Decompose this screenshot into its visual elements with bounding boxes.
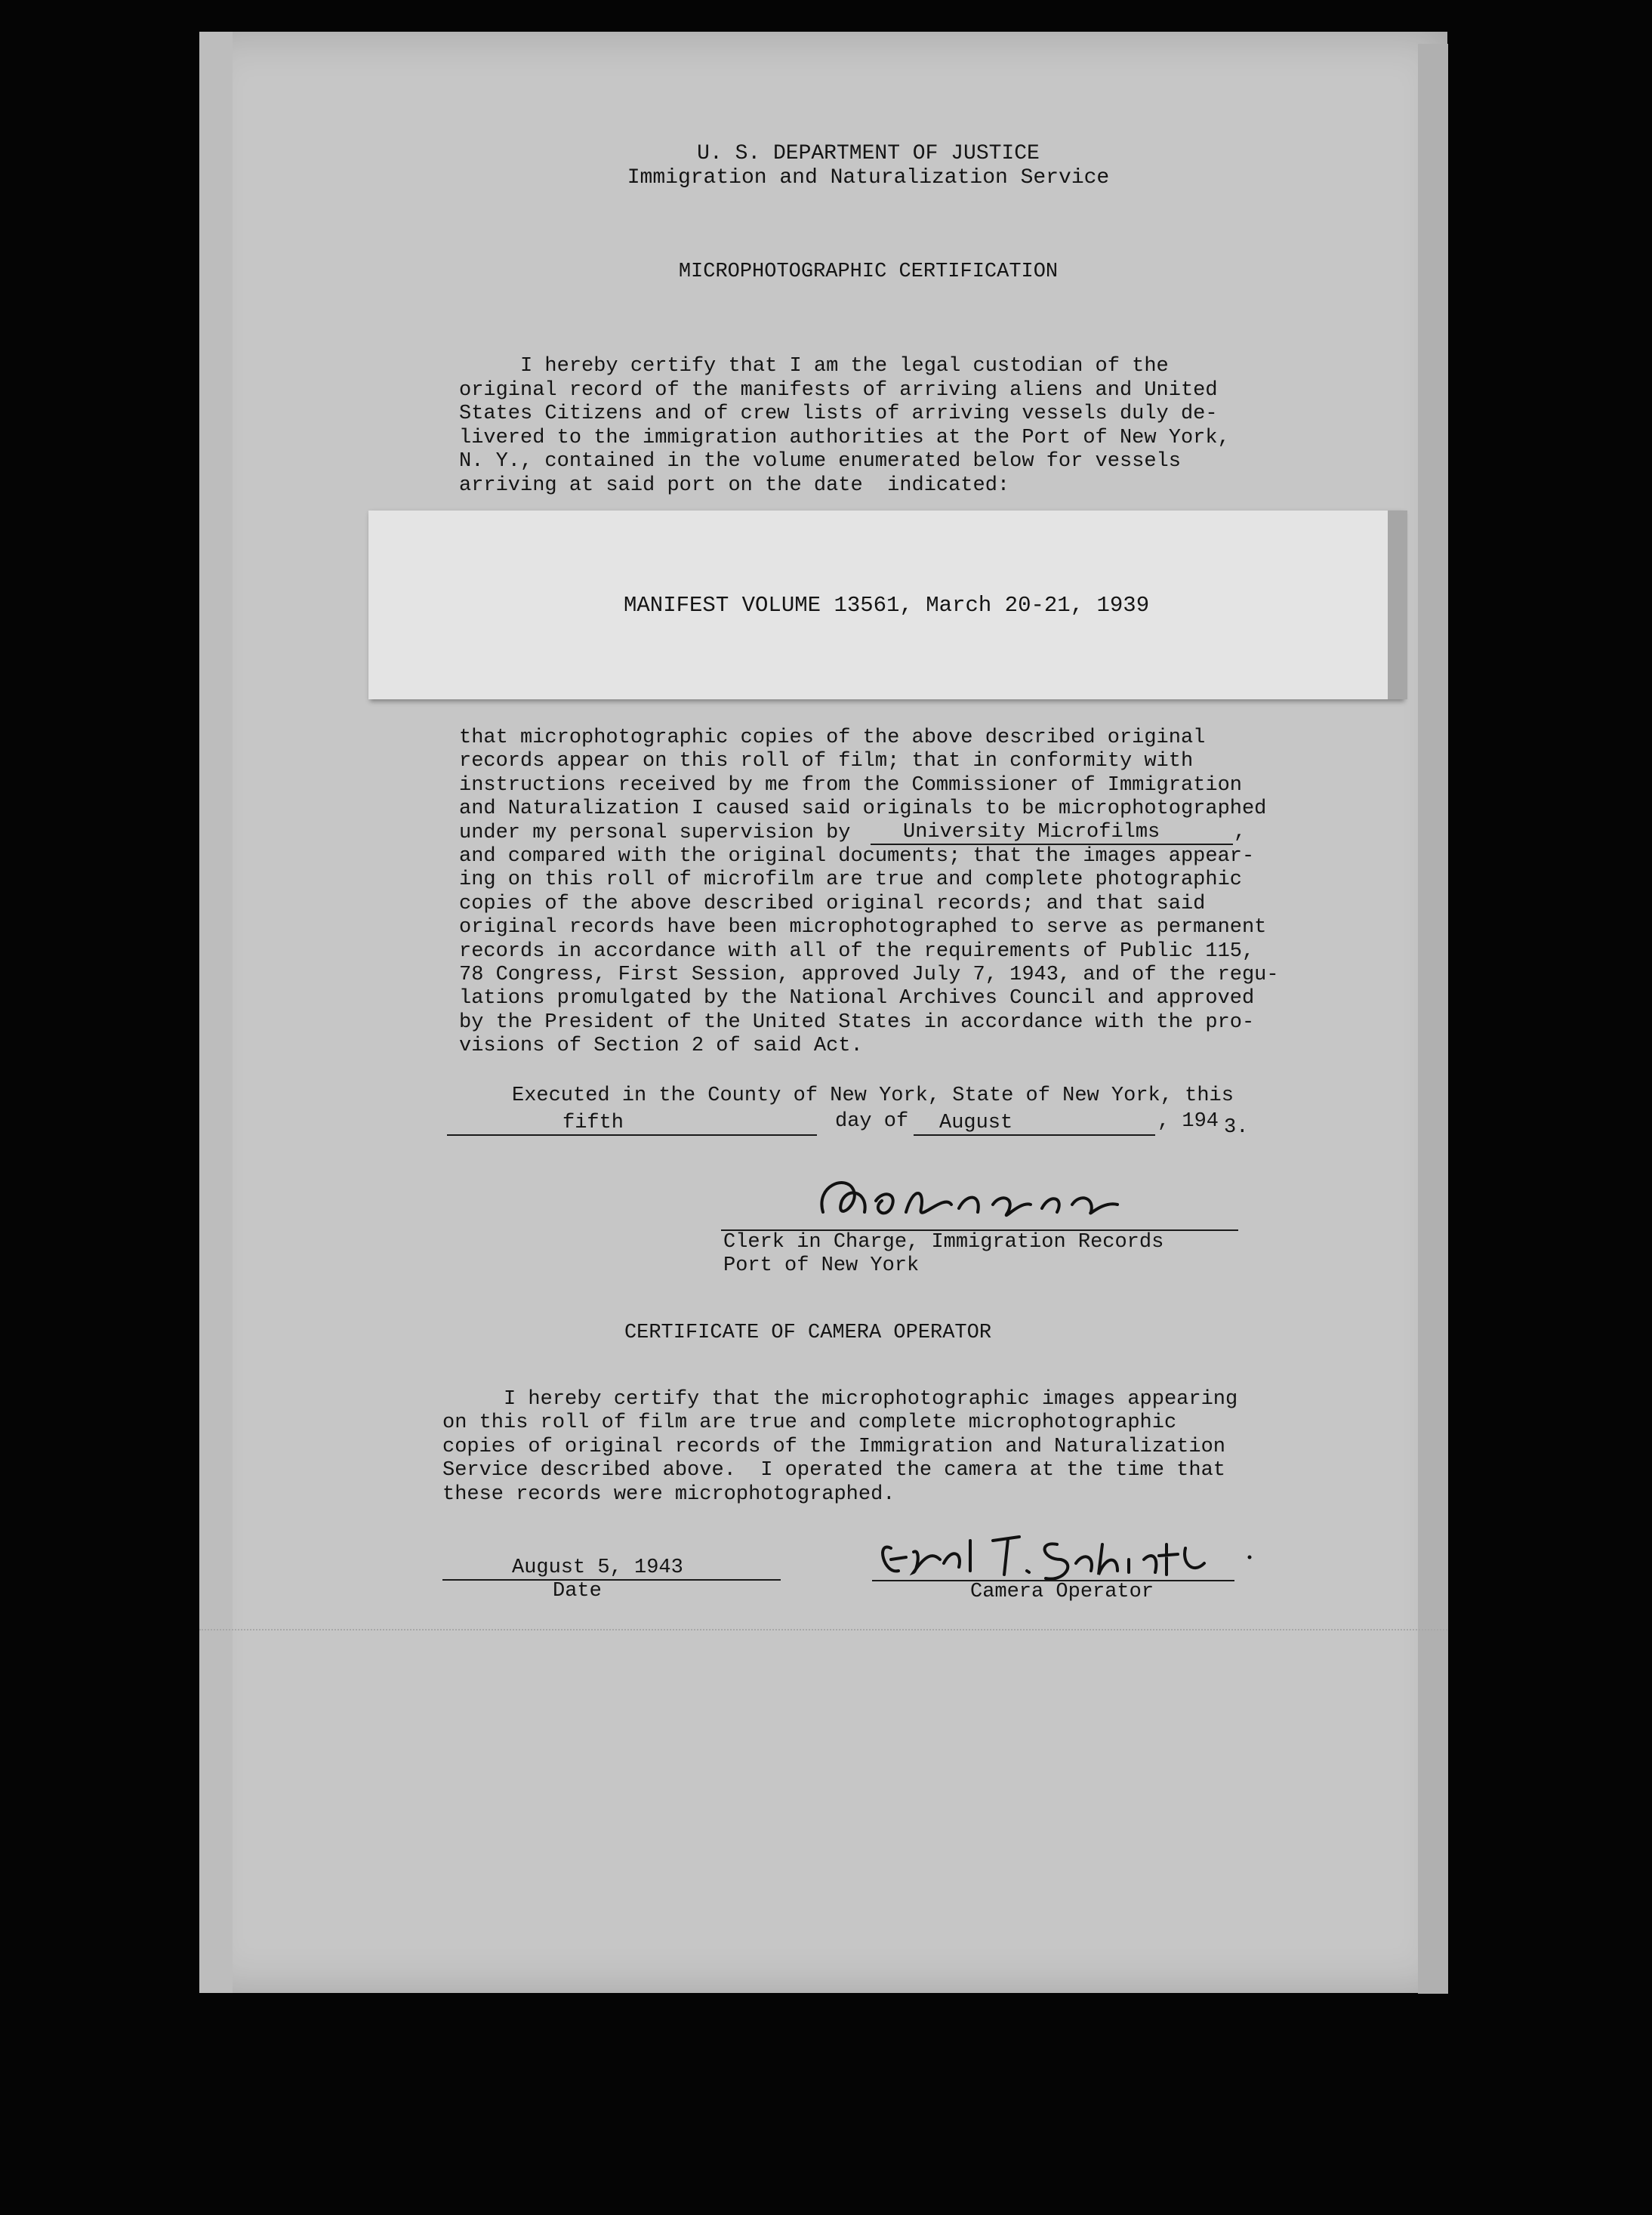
body-line: and compared with the original documents; that the images appear- xyxy=(459,845,1255,868)
sheet-right-edge xyxy=(1418,44,1448,1994)
intro-line: N. Y., contained in the volume enumerated below for vessels xyxy=(459,450,1181,474)
day-underline xyxy=(447,1134,817,1136)
day-of-text: day of xyxy=(835,1110,909,1133)
body-line: by the President of the United States in accordance with the pro- xyxy=(459,1010,1255,1034)
supervisor-comma: , xyxy=(1234,821,1247,844)
body-line: records in accordance with all of the requirements of Public 115, xyxy=(459,939,1255,963)
camera-certificate-title: CERTIFICATE OF CAMERA OPERATOR xyxy=(624,1322,992,1344)
body-line: 78 Congress, First Session, approved July 7, 1943, and of the regu- xyxy=(459,964,1279,986)
body-line: ing on this roll of microfilm are true and complete photographic xyxy=(459,868,1242,892)
body-line: that microphotographic copies of the above described original xyxy=(459,727,1206,749)
intro-line: original record of the manifests of arriving aliens and United xyxy=(459,378,1218,402)
manifest-strip-shadow xyxy=(1388,511,1407,699)
body-line: and Naturalization I caused said originals to be microphotographed xyxy=(459,797,1267,821)
camera-line: these records were microphotographed. xyxy=(442,1482,895,1506)
document-title: MICROPHOTOGRAPHIC CERTIFICATION xyxy=(678,261,1059,283)
camera-line: Service described above. I operated the camera at the time that xyxy=(442,1459,1225,1482)
service-heading: Immigration and Naturalization Service xyxy=(627,166,1110,190)
body-line: lations promulgated by the National Archives Council and approved xyxy=(459,987,1255,1010)
manifest-volume-label: MANIFEST VOLUME 13561, March 20-21, 1939 xyxy=(624,593,1150,618)
sheet-fold-line xyxy=(199,1629,1447,1633)
operator-date-value: August 5, 1943 xyxy=(512,1556,683,1579)
body-line: records appear on this roll of film; that in conformity with xyxy=(459,750,1194,773)
intro-line: I hereby certify that I am the legal custodian of the xyxy=(459,355,1169,378)
department-heading: U. S. DEPARTMENT OF JUSTICE xyxy=(697,142,1040,165)
body-line: visions of Section 2 of said Act. xyxy=(459,1035,863,1058)
body-line: copies of the above described original records; and that said xyxy=(459,892,1206,915)
execution-day: fifth xyxy=(562,1112,624,1134)
operator-date-line xyxy=(442,1579,781,1581)
operator-label: Camera Operator xyxy=(970,1581,1154,1603)
camera-line: on this roll of film are true and complete microphotographic xyxy=(442,1411,1177,1435)
clerk-title: Clerk in Charge, Immigration Records xyxy=(723,1231,1164,1254)
body-line: under my personal supervision by xyxy=(459,821,851,844)
intro-line: livered to the immigration authorities at the Port of New York, xyxy=(459,426,1230,449)
camera-line: I hereby certify that the microphotographic images appearing xyxy=(442,1388,1238,1411)
executed-line: Executed in the County of New York, State of New York, this xyxy=(512,1084,1234,1107)
body-line: instructions received by me from the Commissioner of Immigration xyxy=(459,773,1242,797)
body-line: original records have been microphotographed to serve as permanent xyxy=(459,916,1267,939)
supervisor-name: University Microfilms xyxy=(903,821,1160,844)
clerk-port: Port of New York xyxy=(723,1254,920,1277)
camera-line: copies of original records of the Immigration and Naturalization xyxy=(442,1435,1225,1458)
intro-line: arriving at said port on the date indicated: xyxy=(459,474,1010,497)
sheet-left-margin xyxy=(199,32,233,1993)
execution-year-prefix: , 194 xyxy=(1157,1110,1219,1133)
operator-date-label: Date xyxy=(553,1580,602,1603)
clerk-signature xyxy=(793,1171,1185,1239)
intro-line: States Citizens and of crew lists of arriving vessels duly de- xyxy=(459,403,1218,426)
execution-month: August xyxy=(939,1112,1013,1134)
execution-year-suffix: 3. xyxy=(1224,1116,1249,1139)
